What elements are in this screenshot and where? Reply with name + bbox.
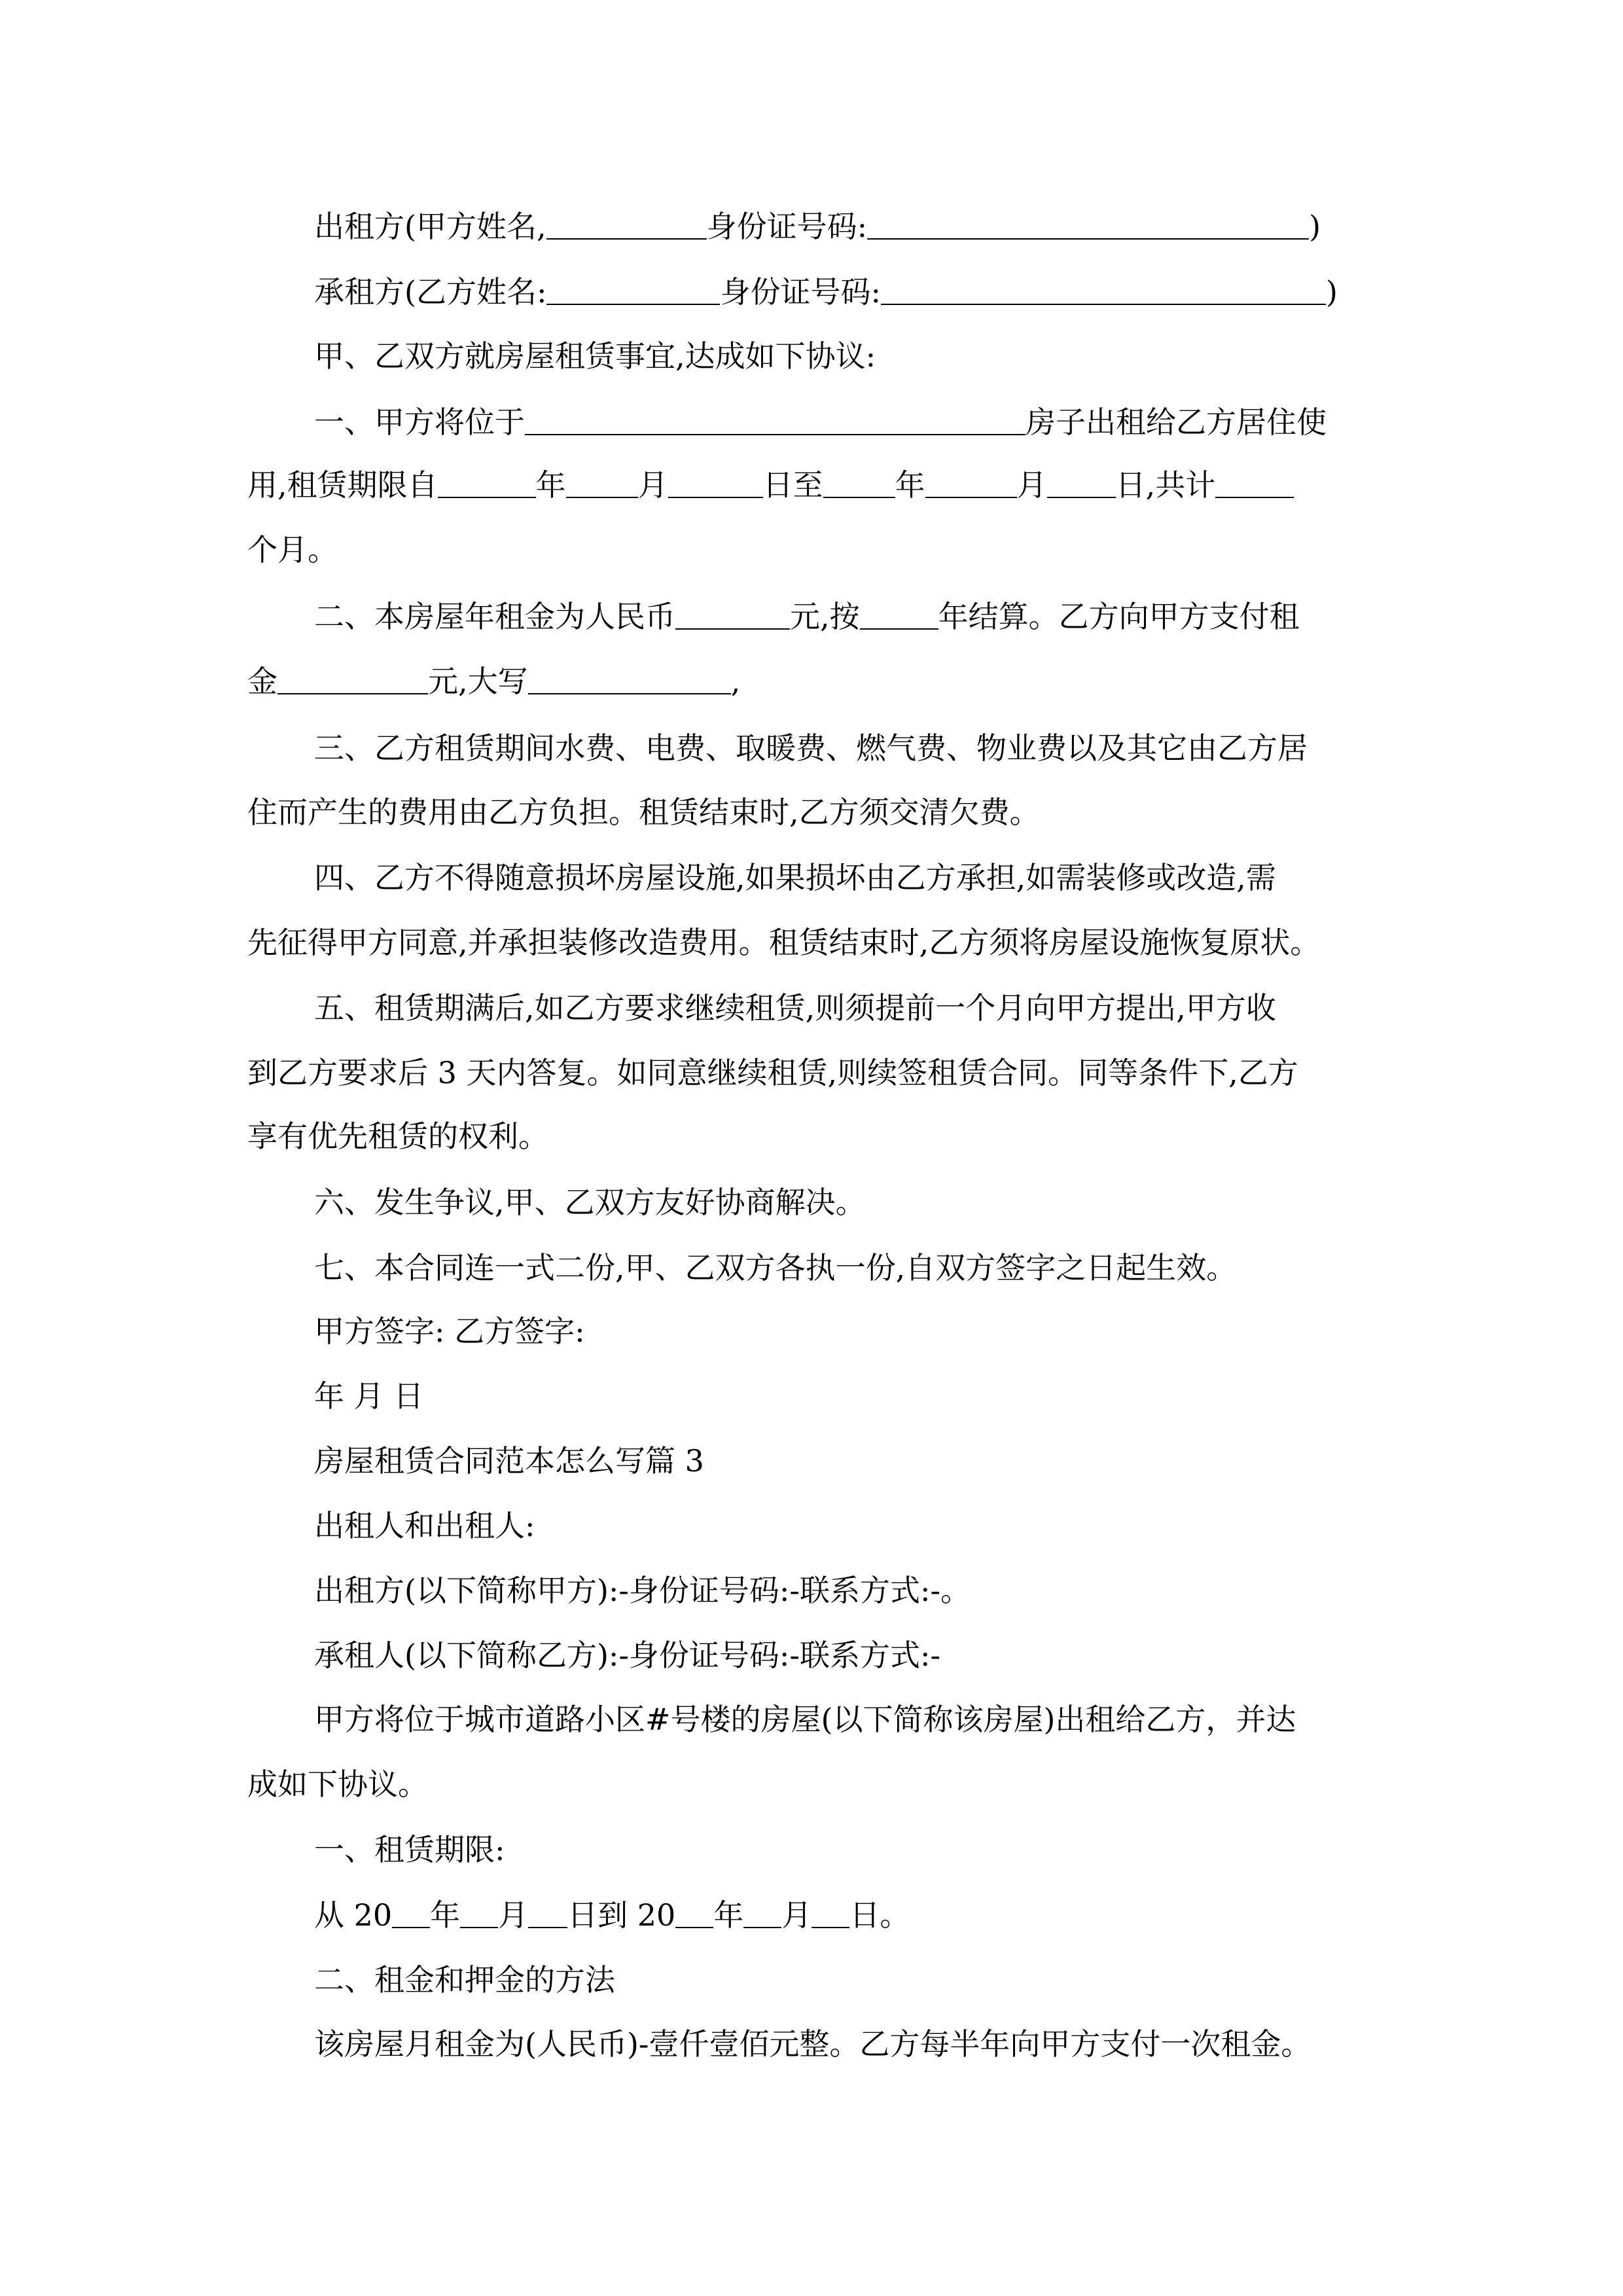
- lessee-line-text: ): [1325, 274, 1338, 310]
- signature-line: [0, 1299, 1623, 1364]
- blank-fill-field: [881, 278, 1326, 305]
- clause-5-line-2: [0, 1040, 1623, 1105]
- clause-2-line-1-text: 年结算。乙方向甲方支付租: [938, 599, 1300, 634]
- blank-fill-field: [277, 667, 428, 694]
- clause-3-line-2: [0, 780, 1623, 845]
- term-line-text: 从 20: [314, 1897, 393, 1933]
- clause-1-line-2-text: 年: [535, 467, 566, 503]
- lessee-info-text: 承租人(以下简称乙方):-身份证号码:-联系方式:-: [314, 1638, 941, 1673]
- blank-fill-field: [860, 602, 938, 630]
- clause-5-line-1: [0, 975, 1623, 1041]
- blank-fill-field: [1047, 471, 1116, 498]
- lessor-info-text: 出租方(以下简称甲方):-身份证号码:-联系方式:-。: [314, 1573, 971, 1608]
- clause-3-line-1: [0, 715, 1623, 781]
- term-line-text: 年: [713, 1897, 744, 1933]
- blank-fill-field: [460, 1901, 498, 1928]
- section-title-text: 房屋租赁合同范本怎么写篇 3: [314, 1443, 704, 1479]
- clause-1-line-3: [0, 517, 1623, 583]
- clause-1-line-3-text: 个月。: [247, 532, 338, 567]
- rent-line: [0, 2011, 1623, 2077]
- blank-fill-field: [743, 1901, 781, 1928]
- clause-6-text: 六、发生争议,甲、乙双方友好协商解决。: [314, 1185, 866, 1220]
- clause-7-text: 七、本合同连一式二份,甲、乙双方各执一份,自双方签字之日起生效。: [314, 1250, 1237, 1285]
- rent-heading: [0, 1947, 1623, 2013]
- lessee-line: [0, 259, 1623, 325]
- clause-4-line-1: [0, 845, 1623, 910]
- agreement-intro-text: 甲、乙双方就房屋租赁事宜,达成如下协议:: [314, 338, 876, 374]
- blank-fill-field: [925, 471, 1017, 498]
- blank-fill-field: [546, 212, 707, 240]
- term-heading: [0, 1817, 1623, 1882]
- blank-fill-field: [812, 1901, 849, 1928]
- lessor-line-text: 身份证号码:: [706, 209, 868, 244]
- clause-6: [0, 1170, 1623, 1235]
- property-line-1: [0, 1687, 1623, 1752]
- term-line: [0, 1882, 1623, 1948]
- lessee-line-text: 身份证号码:: [720, 274, 881, 310]
- clause-1-line-1-text: 一、甲方将位于: [314, 404, 525, 440]
- clause-2-line-2: [0, 649, 1623, 714]
- property-line-2-text: 成如下协议。: [247, 1767, 428, 1802]
- clause-1-line-2-text: 日,共计: [1115, 467, 1216, 503]
- clause-3-line-2-text: 住而产生的费用由乙方负担。租赁结束时,乙方须交清欠费。: [247, 795, 1040, 830]
- clause-1-line-1-text: 房子出租给乙方居住使: [1026, 404, 1327, 440]
- blank-fill-field: [528, 667, 731, 694]
- term-line-text: 月: [781, 1897, 812, 1933]
- term-heading-text: 一、租赁期限:: [314, 1832, 505, 1867]
- rent-heading-text: 二、租金和押金的方法: [314, 1962, 615, 1998]
- blank-fill-field: [1215, 471, 1294, 498]
- clause-5-line-3-text: 享有优先租赁的权利。: [247, 1119, 548, 1154]
- blank-fill-field: [675, 1901, 713, 1928]
- clause-1-line-2-text: 月: [1016, 467, 1047, 503]
- clause-4-line-2: [0, 910, 1623, 975]
- clause-1-line-1: [0, 389, 1623, 455]
- rent-line-text: 该房屋月租金为(人民币)-壹仟壹佰元整。乙方每半年向甲方支付一次租金。: [314, 2026, 1311, 2062]
- blank-fill-field: [438, 471, 536, 498]
- blank-fill-field: [525, 408, 1026, 435]
- clause-1-line-2-text: 年: [895, 467, 925, 503]
- term-line-text: 年: [430, 1897, 461, 1933]
- clause-5-line-1-text: 五、租赁期满后,如乙方要求继续租赁,则须提前一个月向甲方提出,甲方收: [314, 990, 1276, 1026]
- blank-fill-field: [392, 1901, 430, 1928]
- signature-line-text: 甲方签字: 乙方签字:: [314, 1314, 585, 1349]
- clause-4-line-1-text: 四、乙方不得随意损坏房屋设施,如果损坏由乙方承担,如需装修或改造,需: [314, 860, 1276, 895]
- clause-1-line-2-text: 用,租赁期限自: [247, 467, 438, 503]
- blank-fill-field: [675, 602, 790, 630]
- clause-1-line-2: [0, 452, 1623, 518]
- agreement-intro: [0, 323, 1623, 389]
- clause-5-line-2-text: 到乙方要求后 3 天内答复。如同意继续租赁,则续签租赁合同。同等条件下,乙方: [247, 1055, 1298, 1090]
- clause-4-line-2-text: 先征得甲方同意,并承担装修改造费用。租赁结束时,乙方须将房屋设施恢复原状。: [247, 925, 1321, 960]
- blank-fill-field: [528, 1901, 567, 1928]
- clause-3-line-1-text: 三、乙方租赁期间水费、电费、取暖费、燃气费、物业费以及其它由乙方居: [314, 730, 1308, 766]
- clause-1-line-2-text: 日至: [762, 467, 823, 503]
- parties-heading-text: 出租人和出租人:: [314, 1508, 535, 1543]
- blank-fill-field: [823, 471, 895, 498]
- clause-2-line-1-text: 元,按: [790, 599, 860, 634]
- lessee-line-text: 承租方(乙方姓名:: [314, 274, 547, 310]
- blank-fill-field: [867, 212, 1309, 240]
- term-line-text: 日。: [849, 1897, 910, 1933]
- clause-7: [0, 1235, 1623, 1300]
- clause-2-line-2-text: 元,大写: [428, 664, 528, 699]
- clause-2-line-1-text: 二、本房屋年租金为人民币: [314, 599, 675, 634]
- clause-2-line-2-text: 金: [247, 664, 277, 699]
- lessor-line: [0, 194, 1623, 259]
- date-line-text: 年 月 日: [314, 1378, 424, 1414]
- lessee-info: [0, 1623, 1623, 1688]
- property-line-1-text: 甲方将位于城市道路小区#号楼的房屋(以下简称该房屋)出租给乙方，并达: [314, 1702, 1296, 1737]
- blank-fill-field: [668, 471, 763, 498]
- clause-1-line-2-text: 月: [637, 467, 668, 503]
- blank-fill-field: [546, 278, 720, 305]
- parties-heading: [0, 1493, 1623, 1558]
- date-line: [0, 1363, 1623, 1429]
- lessor-line-text: 出租方(甲方姓名,: [314, 209, 546, 244]
- term-line-text: 日到 20: [567, 1897, 676, 1933]
- lessor-info: [0, 1558, 1623, 1623]
- term-line-text: 月: [498, 1897, 529, 1933]
- lessor-line-text: ): [1309, 209, 1321, 244]
- section-title: [0, 1428, 1623, 1494]
- clause-2-line-2-text: ,: [730, 664, 741, 699]
- clause-5-line-3: [0, 1103, 1623, 1169]
- clause-2-line-1: [0, 584, 1623, 649]
- property-line-2: [0, 1751, 1623, 1817]
- blank-fill-field: [566, 471, 638, 498]
